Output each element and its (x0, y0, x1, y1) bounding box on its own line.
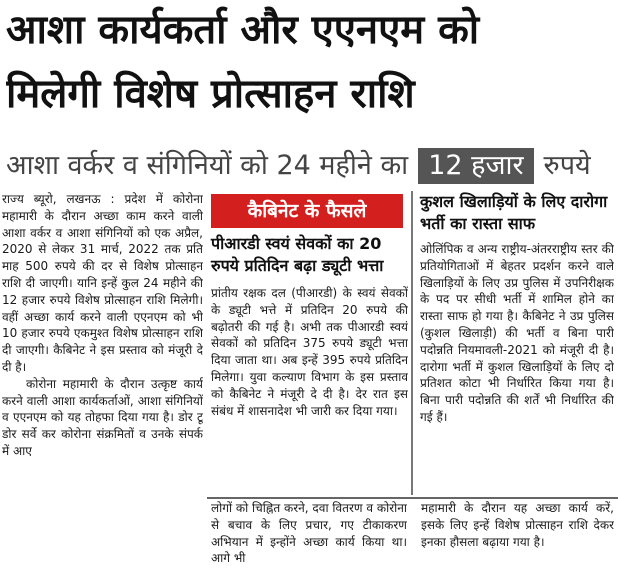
story-prd-body: प्रांतीय रक्षक दल (पीआरडी) के स्वयं सेवकों के ड्यूटी भत्ते में प्रतिदिन 20 रुपये की बढ़ोतरी की गई है। अभी तक पीआरडी स्वयं सेवकों को प्रतिदिन 375 रुपये ड्यूटी भत्ता दिया जाता था। अब इन्हें 395 रुपये प्रतिदिन मिलेगा। युवा कल्याण विभाग के इस प्रस्ताव को कैबिनेट ने मंजूरी दे दी है। देर रात इस संबंध में शासनादेश भी जारी कर दिया गया। (211, 286, 408, 418)
subheadline (6, 146, 612, 186)
headline-line-2: मिलेगी विशेष प्रोत्साहन राशि (6, 71, 415, 117)
main-story-continuation-middle (211, 500, 407, 587)
subheadline-highlight: 12 हजार (418, 148, 533, 184)
main-story-continuation-middle-text: लोगों को चिह्नित करने, दवा वितरण व कोरोना से बचाव के लिए प्रचार, गए टीकाकरण अभियान में इन्होंने अच्छा कार्य किया था। आगे भी (211, 501, 407, 566)
section-divider-horizontal (207, 497, 618, 499)
subheadline-text-before: आशा वर्कर व संगिनियों को 24 महीने का (6, 150, 409, 181)
section-banner-cabinet-decisions: कैबिनेट के फैसले (211, 194, 403, 228)
story-sports-body: ओलिंपिक व अन्य राष्ट्रीय-अंतरराष्ट्रीय स्तर की प्रतियोगिताओं में बेहतर प्रदर्शन करने वाले खिलाड़ियों के लिए उप्र पुलिस में उपनिरीक्षक के पद पर सीधी भर्ती में शामिल होने का रास्ता साफ हो गया है। कैबिनेट ने उप्र पुलिस (कुशल खिलाड़ी) की भर्ती व बिना पारी पदोन्नति नियमावली-2021 को मंजूरी दी है। दारोगा भर्ती में कुशल खिलाड़ियों के लिए दो प्रतिशत कोटा भी निर्धारित किया गया है। बिना पारी पदोन्नति की शर्तें भी निर्धारित की गई हैं। (420, 242, 614, 424)
subheadline-text-after: रुपये (543, 150, 591, 181)
column-divider-vertical (411, 191, 413, 495)
story-prd-headline: पीआरडी स्वयं सेवकों का 20 रुपये प्रतिदिन बढ़ा ड्यूटी भत्ता (211, 234, 384, 275)
main-story-paragraph-1: राज्य ब्यूरो, लखनऊ : प्रदेश में कोरोना महामारी के दौरान अच्छा काम करने वाली आशा वर्कर व आशा संगिनियों को एक अप्रैल, 2020 से लेकर 31 मार्च, 2022 तक प्रति माह 500 रुपये की दर से विशेष प्रोत्साहन राशि दी जाएगी। यानि इन्हें कुल 24 महीने की 12 हजार रुपये विशेष प्रोत्साहन राशि मिलेगी। वहीं अच्छा कार्य करने वाली एएनएम को भी 10 हजार रुपये एकमुश्त विशेष प्रोत्साहन राशि दी जाएगी। कैबिनेट ने इस प्रस्ताव को मंजूरी दे दी है। (2, 192, 203, 374)
main-story-column (2, 191, 203, 587)
story-sports-headline: कुशल खिलाड़ियों के लिए दारोगा भर्ती का रास्ता साफ (420, 192, 608, 233)
main-story-continuation-right (421, 500, 614, 587)
main-story-paragraph-2: कोरोना महामारी के दौरान उत्कृष्ट कार्य करने वाली आशा कार्यकर्ताओं, आशा संगिनियों व एएनएम को यह तोहफा दिया गया है। डोर टू डोर सर्वे कर कोरोना संक्रमितों व उनके संपर्क में आए (2, 376, 203, 458)
headline-line-1: आशा कार्यकर्ता और एएनएम को (6, 7, 480, 53)
story-prd-column (211, 285, 408, 497)
main-story-continuation-right-text: महामारी के दौरान यह अच्छा कार्य करें, इसके लिए इन्हें विशेष प्रोत्साहन राशि देकर इनका हौसला बढ़ाया गया है। (421, 501, 614, 549)
story-sports-column (420, 241, 614, 499)
